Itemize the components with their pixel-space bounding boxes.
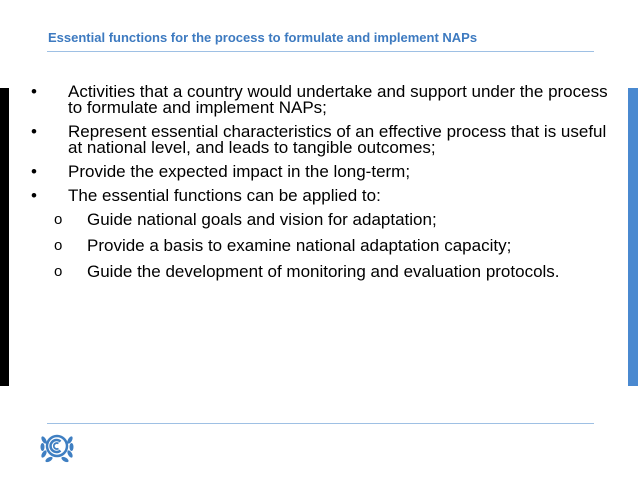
bullet-list bbox=[30, 84, 610, 290]
sub-bullet-item bbox=[30, 238, 610, 254]
sub-bullet-item bbox=[30, 212, 610, 228]
bullet-text: The essential functions can be applied to: bbox=[68, 186, 381, 205]
sub-bullet-marker: o bbox=[54, 237, 63, 254]
bullet-text: Activities that a country would undertake and support under the process to formulate and implement NAPs; bbox=[68, 82, 608, 117]
bullet-marker: • bbox=[31, 122, 37, 141]
bullet-text: Provide the expected impact in the long-term; bbox=[68, 162, 411, 181]
sub-bullet-text: Guide the development of monitoring and evaluation protocols. bbox=[87, 262, 560, 281]
bullet-item bbox=[30, 124, 610, 156]
bullet-item bbox=[30, 84, 610, 116]
bullet-text: Represent essential characteristics of an effective process that is useful at national level, and leads to tangible outcomes; bbox=[68, 122, 607, 157]
right-accent-bar bbox=[628, 88, 638, 386]
bullet-marker: • bbox=[31, 186, 37, 205]
sub-bullet-item bbox=[30, 264, 610, 280]
left-edge-bar bbox=[0, 88, 9, 386]
sub-bullet-text: Provide a basis to examine national adaptation capacity; bbox=[87, 236, 512, 255]
sub-bullet-marker: o bbox=[54, 263, 63, 280]
bottom-divider bbox=[47, 423, 594, 424]
bullet-item bbox=[30, 188, 610, 204]
bullet-marker: • bbox=[31, 162, 37, 181]
top-divider bbox=[47, 51, 594, 52]
sub-bullet-marker: o bbox=[54, 211, 63, 228]
bullet-item bbox=[30, 164, 610, 180]
unfccc-logo-icon bbox=[40, 430, 74, 464]
bullet-marker: • bbox=[31, 82, 37, 101]
sub-bullet-text: Guide national goals and vision for adaptation; bbox=[87, 210, 437, 229]
slide-title: Essential functions for the process to formulate and implement NAPs bbox=[48, 30, 478, 45]
